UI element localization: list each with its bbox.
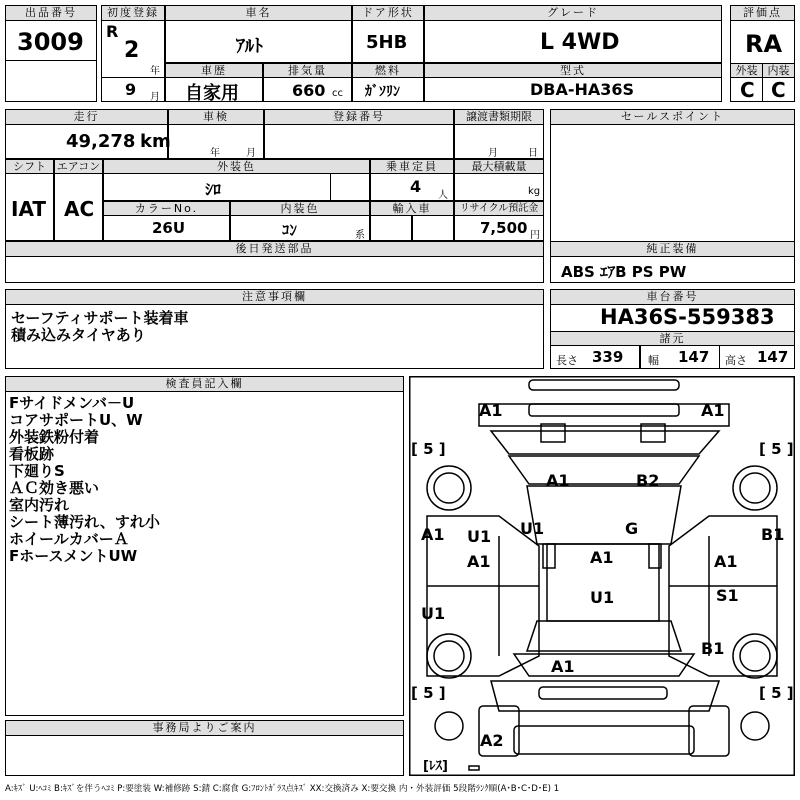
- score-label: 評価点: [730, 5, 795, 21]
- reg-year: 2: [124, 38, 140, 63]
- chassis-label: 車台番号: [550, 289, 795, 305]
- grade: L 4WD: [540, 30, 620, 55]
- import-cell-2: [412, 215, 454, 241]
- ext-label: 外装: [730, 63, 763, 78]
- door-label: ドア形状: [352, 5, 424, 21]
- color-number: 26U: [152, 219, 186, 237]
- ac-label: エアコン: [54, 159, 103, 174]
- inspector-line: 外装鉄粉付着: [9, 428, 100, 446]
- int-label: 内装: [762, 63, 795, 78]
- chassis-number: HA36S-559383: [600, 305, 775, 329]
- fuel: ｶﾞｿﾘﾝ: [365, 84, 400, 100]
- inspector-label: 検査員記入欄: [5, 376, 404, 392]
- reg-label: 初度登録: [101, 5, 165, 21]
- inspector-line: 室内汚れ: [9, 496, 70, 514]
- reg-month-unit: 月: [150, 92, 160, 103]
- regno-cell: [264, 124, 454, 159]
- door-type: 5HB: [366, 32, 408, 53]
- import-label: 輸入車: [370, 201, 454, 216]
- inspector-line: 看板跡: [9, 445, 55, 463]
- int-grade: C: [771, 78, 786, 102]
- note-line: 積み込みタイヤあり: [11, 326, 146, 344]
- history-label: 車歴: [165, 63, 263, 78]
- intcolor-label: 内装色: [230, 201, 370, 216]
- reg-month: 9: [125, 80, 137, 99]
- damage-mark: A1: [701, 401, 725, 420]
- color-label: 外装色: [103, 159, 370, 174]
- car-damage-diagram: [409, 376, 795, 776]
- mileage-label: 走行: [5, 109, 168, 125]
- cap-label: 乗車定員: [370, 159, 454, 174]
- damage-mark: A1: [467, 552, 491, 571]
- spec-label: 諸元: [550, 331, 795, 346]
- damage-mark: A1: [546, 471, 570, 490]
- mileage-unit: km: [140, 131, 171, 152]
- ext-grade: C: [740, 78, 755, 102]
- tire-tread-fr: [ 5 ]: [759, 440, 794, 458]
- damage-mark: B1: [761, 525, 785, 544]
- lot-number: 3009: [17, 28, 84, 56]
- inspector-line: ＡＣ効き悪い: [9, 479, 100, 497]
- lot-lower: [5, 60, 97, 102]
- inspector-line: FホースメントUW: [9, 547, 138, 565]
- damage-mark: A1: [551, 657, 575, 676]
- equip-label: 純正装備: [550, 241, 795, 257]
- damage-mark: A1: [421, 525, 445, 544]
- import-cell: [370, 215, 412, 241]
- intcolor-unit: 系: [355, 230, 365, 241]
- damage-mark: B2: [636, 471, 660, 490]
- recycle-fee: 7,500: [480, 219, 528, 237]
- disp-unit: cc: [332, 88, 343, 99]
- damage-mark: S1: [716, 586, 739, 605]
- model-label: 型式: [424, 63, 722, 78]
- damage-mark: U1: [520, 519, 545, 538]
- damage-mark: U1: [421, 604, 446, 623]
- reg-year-unit: 年: [150, 66, 160, 77]
- width: 147: [678, 348, 710, 366]
- lot-label: 出品番号: [5, 5, 97, 21]
- tire-tread-rl: [ 5 ]: [411, 684, 446, 702]
- aircon: AC: [64, 197, 95, 221]
- history: 自家用: [185, 83, 239, 104]
- length: 339: [592, 348, 624, 366]
- hgt-label: 高さ: [725, 354, 747, 367]
- displacement: 660: [292, 81, 326, 100]
- tire-tread-rr: [ 5 ]: [759, 684, 794, 702]
- later-label: 後日発送部品: [5, 241, 544, 257]
- capacity: 4: [410, 177, 422, 196]
- reg-era: R: [106, 22, 119, 41]
- recycle-label: リサイクル預託金: [454, 201, 544, 216]
- height: 147: [757, 348, 789, 366]
- damage-mark: G: [625, 519, 639, 538]
- shift-label: シフト: [5, 159, 54, 174]
- transfer-label: 譲渡書類期限: [454, 109, 544, 125]
- sales-label: セールスポイント: [550, 109, 795, 125]
- colorno-label: カラーNo.: [103, 201, 230, 216]
- inspector-line: Fサイドメンバ－U: [9, 394, 135, 412]
- damage-mark: U1: [467, 527, 492, 546]
- damage-mark: B1: [701, 639, 725, 658]
- load-unit: kg: [528, 186, 541, 197]
- tire-tread-fl: [ 5 ]: [411, 440, 446, 458]
- grade-label: グレード: [424, 5, 722, 21]
- recycle-unit: 円: [530, 230, 540, 241]
- inspect-label: 車検: [168, 109, 264, 125]
- cap-unit: 人: [438, 190, 448, 201]
- regno-label: 登録番号: [264, 109, 454, 125]
- equipment: ABS ｴｱB PS PW: [561, 263, 687, 281]
- score: RA: [745, 30, 783, 58]
- car-name: ｱﾙﾄ: [236, 36, 263, 57]
- damage-mark: A1: [590, 548, 614, 567]
- color-cell-right: [330, 173, 370, 201]
- inspector-line: 下廻りS: [9, 462, 65, 480]
- damage-mark: A2: [480, 731, 504, 750]
- note-line: セーフティサポート装着車: [11, 309, 189, 327]
- transfer-day: 日: [528, 148, 538, 159]
- len-label: 長さ: [556, 354, 578, 367]
- shift: IAT: [11, 197, 47, 221]
- intcolor-cell: [230, 215, 370, 241]
- spare-tire-less: [ﾚｽ]: [423, 759, 448, 774]
- inspector-line: コアサポートU、W: [9, 411, 143, 429]
- mileage: 49,278: [66, 131, 136, 152]
- damage-mark: U1: [590, 588, 615, 607]
- wid-label: 幅: [648, 354, 659, 367]
- legend: A:ｷｽﾞ U:ﾍｺﾐ B:ｷｽﾞを伴うﾍｺﾐ P:要塗装 W:補修跡 S:錆 C:腐食 G:ﾌﾛﾝﾄｶﾞﾗｽ点ｷｽﾞ XX:交換済み X:要交換 内・外装評価 5段階ﾗﾝｸ順(A･B･C･D･E) 1: [5, 784, 560, 794]
- exterior-color: ｼﾛ: [205, 180, 222, 199]
- office-label: 事務局よりご案内: [5, 720, 404, 736]
- inspector-line: ホイールカバーＡ: [9, 530, 129, 548]
- name-label: 車名: [165, 5, 352, 21]
- damage-mark: A1: [714, 552, 738, 571]
- transfer-month: 月: [488, 148, 498, 159]
- disp-label: 排気量: [263, 63, 352, 78]
- notes-label: 注意事項欄: [5, 289, 544, 305]
- model-code: DBA-HA36S: [530, 80, 635, 99]
- load-label: 最大積載量: [454, 159, 544, 174]
- inspector-line: シート薄汚れ、すれ小: [9, 513, 160, 531]
- fuel-label: 燃料: [352, 63, 424, 78]
- damage-mark: A1: [479, 401, 503, 420]
- interior-color: ｺﾝ: [282, 221, 298, 239]
- inspect-year: 年: [210, 148, 220, 159]
- inspect-month: 月: [246, 148, 256, 159]
